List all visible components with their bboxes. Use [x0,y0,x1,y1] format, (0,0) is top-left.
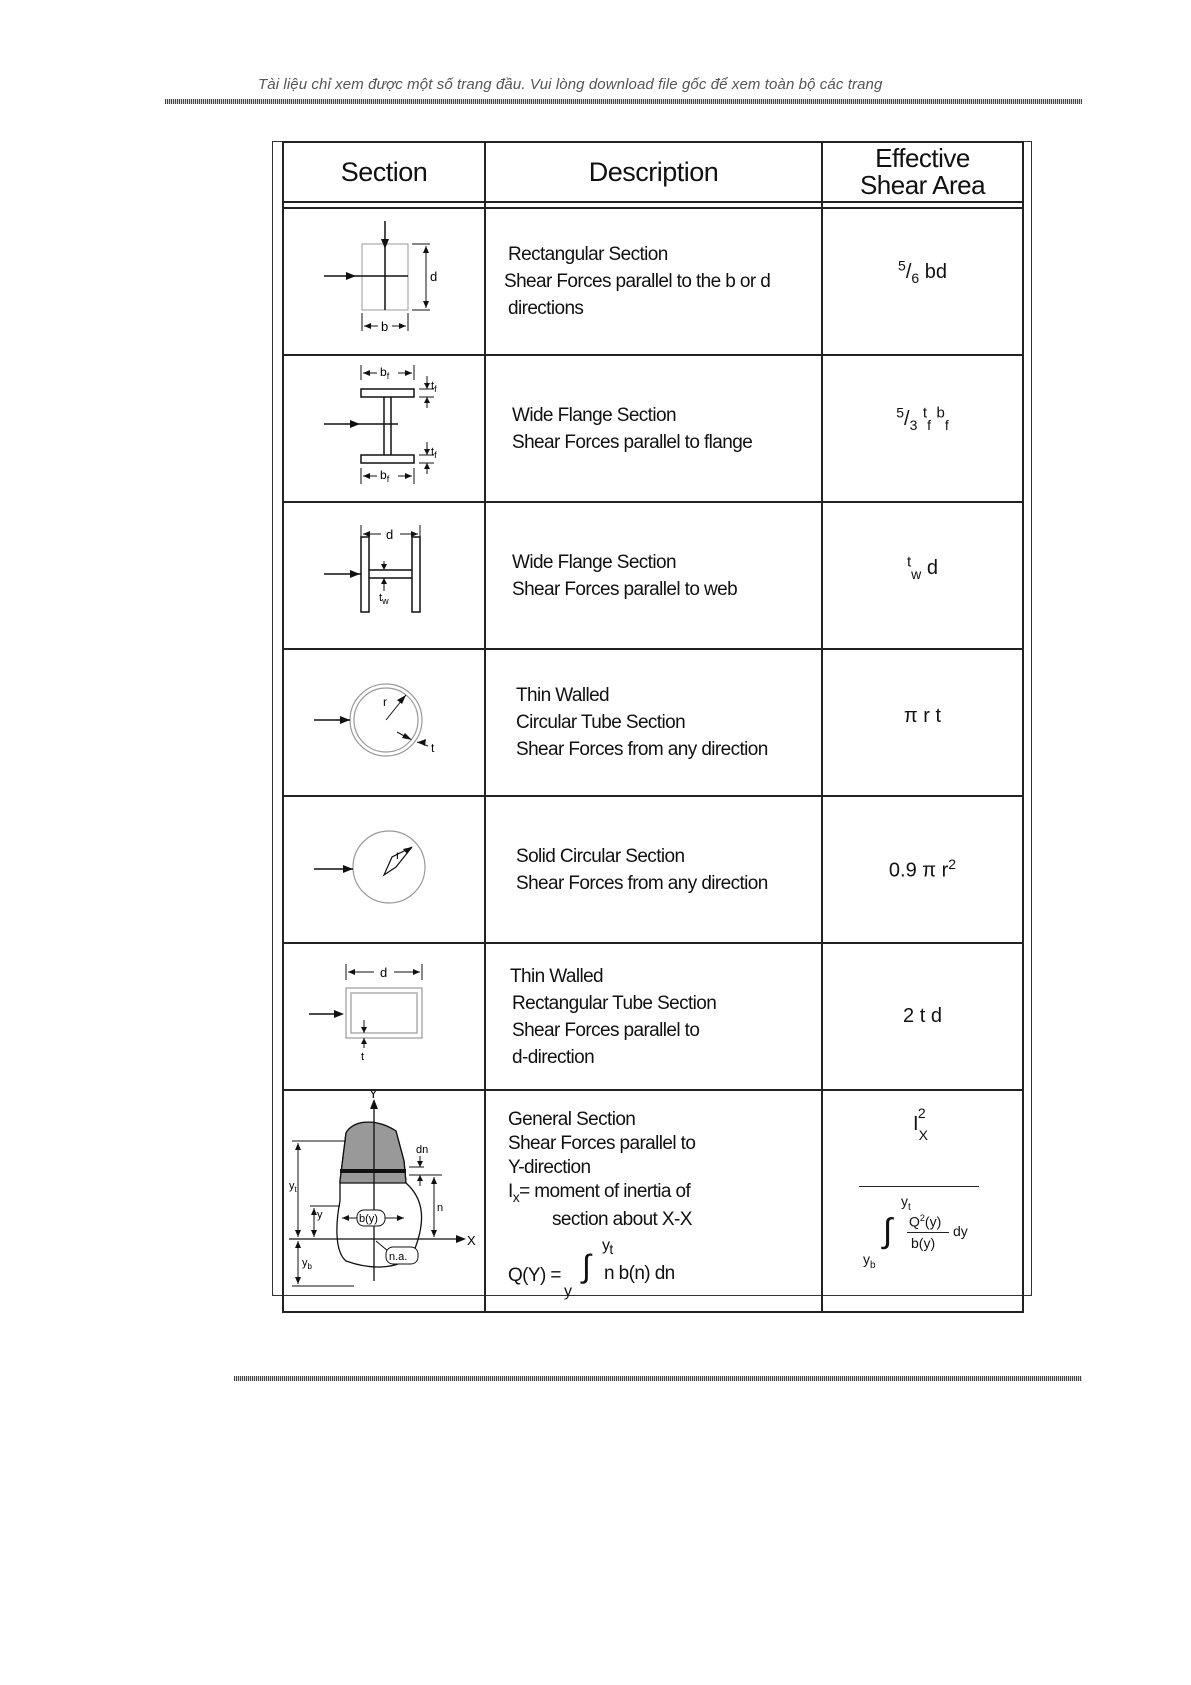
svg-text:d: d [430,269,438,284]
solid-circular-figure [283,796,485,943]
wide-flange-flange-figure [283,355,485,502]
solid-circular-diagram [284,797,484,937]
effective-shear-area: $^5/_3$ $^t_f$ $^b_f$ [822,355,1023,502]
svg-text:b: b [381,319,389,334]
svg-text:d: d [386,527,394,542]
row-description: Thin Walled Circular Tube Section Shear Forces from any direction [485,649,822,796]
row-description: Wide Flange Section Shear Forces parallel to flange [485,355,822,502]
svg-text:t: t [361,1051,365,1063]
svg-text:t: t [431,741,435,755]
table-row [283,943,1023,1090]
header-description: Description [485,142,822,202]
q-formula: Q(Y) = ∫ $y_t$ y n b(n) dn [508,1237,675,1301]
row-description: Wide Flange Section Shear Forces parallel to web [485,502,822,649]
effective-shear-area: π r t [822,649,1023,796]
svg-text:Y: Y [369,1091,378,1101]
general-section-figure [283,1090,485,1312]
svg-text:d: d [380,965,388,980]
svg-text:dn: dn [416,1144,429,1156]
rectangular-tube-diagram [284,944,484,1084]
svg-text:tw: $t_w$ [379,592,389,606]
header-effective-shear-area: Effective Shear Area [822,142,1023,202]
svg-text:y: y [317,1209,323,1221]
shear-area-table [282,141,1024,1313]
svg-text:tf: $t_f$ [431,380,437,394]
header-rule [165,99,1082,104]
wide-flange-flange-diagram [284,356,484,496]
svg-text:tf: $t_f$ [431,446,437,460]
header-row [283,142,1023,202]
svg-text:X: X [467,1233,476,1248]
row-description: Solid Circular Section Shear Forces from any direction [485,796,822,943]
svg-text:r: r [396,848,400,862]
circular-tube-figure [283,649,485,796]
wide-flange-web-figure [283,502,485,649]
row-description: General Section Shear Forces parallel to Y-direction $I_x=$ moment of inertia of section about X-X Q(Y) = ∫ $y_t$ y n b(n) dn [485,1090,822,1312]
effective-shear-area: 0.9 π $r^2$ [822,796,1023,943]
effective-shear-area: $^5/_6$ bd [822,208,1023,355]
svg-text:bf: $b_f$ [380,468,390,484]
table-row [283,208,1023,355]
rectangular-tube-figure [283,943,485,1090]
effective-shear-area: $^t_w$ d [822,502,1023,649]
svg-text:r: r [383,695,387,709]
general-section-diagram [284,1091,484,1306]
effective-shear-area [822,1090,1023,1312]
download-notice: Tài liệu chỉ xem được một số trang đầu. Vui lòng download file gốc để xem toàn bộ các trang [258,76,883,93]
svg-text:b(y): b(y) [359,1213,378,1225]
rectangular-section-figure [283,208,485,355]
wide-flange-web-diagram [284,503,484,643]
row-description: Thin Walled Rectangular Tube Section Shear Forces parallel to d-direction [485,943,822,1090]
table-row [283,502,1023,649]
svg-text:n: n [437,1202,444,1214]
footer-rule [234,1376,1082,1381]
svg-text:n.a.: n.a. [389,1251,408,1263]
svg-text:yt: $y_t$ [289,1180,297,1194]
rectangular-section-diagram [284,209,484,349]
table-row [283,796,1023,943]
circular-tube-diagram [284,650,484,790]
svg-text:bf: $b_f$ [380,365,390,381]
effective-shear-area: 2 t d [822,943,1023,1090]
row-description: Rectangular Section Shear Forces parallel to the b or d directions [485,208,822,355]
general-area-formula: $I_X^2$ $y_t$ ∫ $y_b$ $Q^2(y)$ b(y) dy [823,1101,1022,1301]
table-row [283,355,1023,502]
table-row [283,649,1023,796]
svg-text:yb: $y_b$ [302,1257,312,1271]
table-row [283,1090,1023,1312]
header-section: Section [283,142,485,202]
